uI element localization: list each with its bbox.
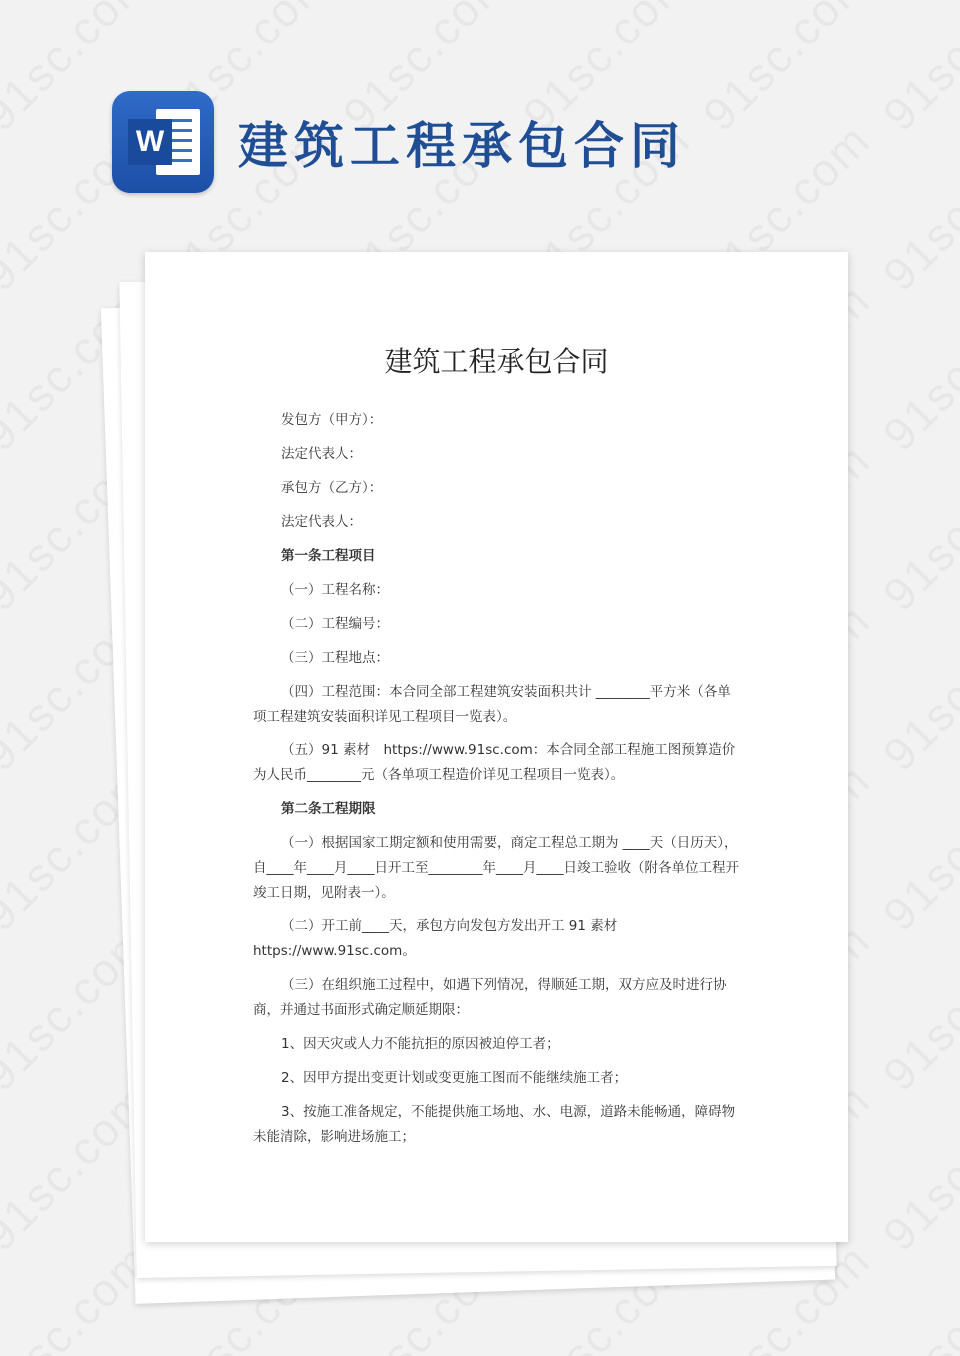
watermark-text (872, 753, 960, 942)
party-b-rep-line: 法定代表人： (281, 514, 362, 530)
extension-item-1: 1、因天灾或人力不能抗拒的原因被迫停工者； (281, 1036, 560, 1052)
word-icon (112, 91, 214, 193)
party-a-line: 发包方（甲方）： (281, 412, 383, 428)
watermark-text (872, 113, 960, 302)
watermark-text (872, 273, 960, 462)
project-scope-paragraph: （四）工程范围：本合同全部工程建筑安装面积共计 ________平方米（各单项工程建筑安装面积详见工程项目一览表）。 (253, 684, 731, 725)
watermark-text (692, 0, 881, 141)
watermark-text (872, 593, 960, 782)
header-title: 建筑工程承包合同 (238, 116, 686, 175)
project-number-line: （二）工程编号： (281, 616, 389, 632)
article-1-heading: 第一条工程项目 (281, 548, 376, 564)
watermark-text (872, 433, 960, 622)
project-name-line: （一）工程名称： (281, 582, 389, 598)
start-notice-paragraph: （二）开工前____天，承包方向发包方发出开工 91 素材 https://www.91sc.com。 (253, 918, 631, 959)
extension-item-2: 2、因甲方提出变更计划或变更施工图而不能继续施工者； (281, 1070, 628, 1086)
document-title: 建筑工程承包合同 (384, 345, 609, 378)
article-2-heading: 第二条工程期限 (281, 801, 376, 817)
project-location-line: （三）工程地点： (281, 650, 389, 666)
watermark-text (872, 913, 960, 1102)
document-page (145, 252, 848, 1242)
party-b-line: 承包方（乙方）： (281, 480, 383, 496)
party-a-rep-line: 法定代表人： (281, 446, 362, 462)
duration-paragraph: （一）根据国家工期定额和使用需要，商定工程总工期为 ____天（日历天），自____年____月____日开工至________年____月____日竣工验收（附各单位工程开竣工日期，见附表一）。 (253, 835, 739, 901)
watermark-text (872, 0, 960, 141)
extension-paragraph: （三）在组织施工过程中，如遇下列情况，得顺延工期，双方应及时进行协商，并通过书面形式确定顺延期限： (253, 977, 727, 1018)
watermark-text (872, 1233, 960, 1356)
project-budget-paragraph: （五）91 素材 https://www.91sc.com：本合同全部工程施工图预算造价为人民币________元（各单项工程造价详见工程项目一览表）。 (253, 742, 736, 783)
watermark-text (872, 1073, 960, 1262)
extension-item-3: 3、按施工准备规定，不能提供施工场地、水、电源，道路未能畅通，障碍物未能清除，影响进场施工； (253, 1104, 736, 1145)
header (112, 90, 686, 194)
word-icon-letter: W (128, 119, 172, 165)
